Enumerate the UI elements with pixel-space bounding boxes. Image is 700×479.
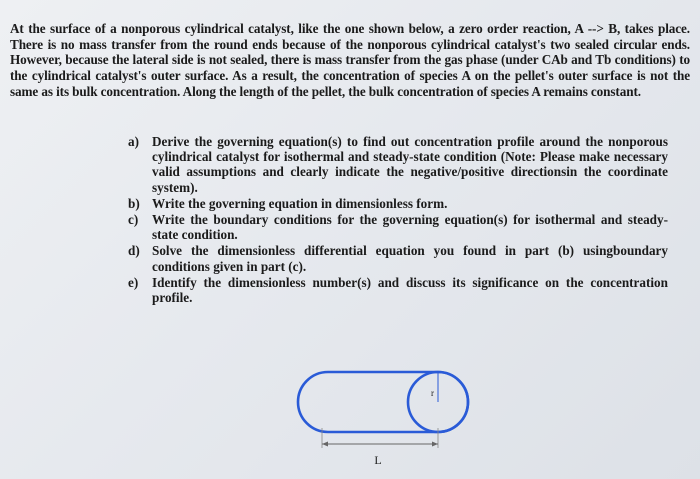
question-marker: e) (128, 274, 139, 290)
cylinder-figure (290, 360, 490, 470)
question-list (128, 134, 668, 306)
question-text: Identify the dimensionless number(s) and discuss its significance on the concentration profile. (152, 274, 668, 306)
question-item (128, 134, 668, 195)
arrowhead-right (432, 442, 438, 447)
radius-label: r (431, 388, 434, 398)
question-item (128, 212, 668, 242)
length-label: L (374, 453, 382, 467)
question-text: Write the governing equation in dimensionless form. (152, 195, 448, 211)
question-marker: a) (128, 134, 139, 149)
question-marker: d) (128, 243, 140, 259)
question-marker: c) (128, 212, 139, 228)
question-text: Solve the dimensionless differential equation you found in part (b) usingboundary conditions given in part (c). (152, 243, 668, 274)
question-text: Write the boundary conditions for the governing equation(s) for isothermal and steady-state condition. (152, 212, 668, 243)
cylinder-diagram (290, 360, 490, 470)
question-item (128, 275, 668, 305)
question-marker: b) (128, 195, 140, 211)
question-text: Derive the governing equation(s) to find out concentration profile around the nonporous cylindrical catalyst for isothermal and steady-state condition (Note: Please make necessary valid assumptions and clearly indicate the negative/positive directionsin the coordinate system). (152, 134, 668, 195)
question-item (128, 243, 668, 273)
arrowhead-left (322, 442, 328, 447)
cylinder-outline (298, 372, 468, 432)
problem-statement: At the surface of a nonporous cylindrical catalyst, like the one shown below, a zero order reaction, A --> B, takes place. There is no mass transfer from the round ends because of the nonporous cylindrical catalyst's two sealed circular ends. However, because the lateral side is not sealed, there is mass transfer from the gas phase (under CAb and Tb conditions) to the cylindrical catalyst's outer surface. As a result, the concentration of species A on the pellet's outer surface is not the same as its bulk concentration. Along the length of the pellet, the bulk concentration of species A remains constant. (10, 21, 690, 99)
question-item (128, 196, 668, 211)
